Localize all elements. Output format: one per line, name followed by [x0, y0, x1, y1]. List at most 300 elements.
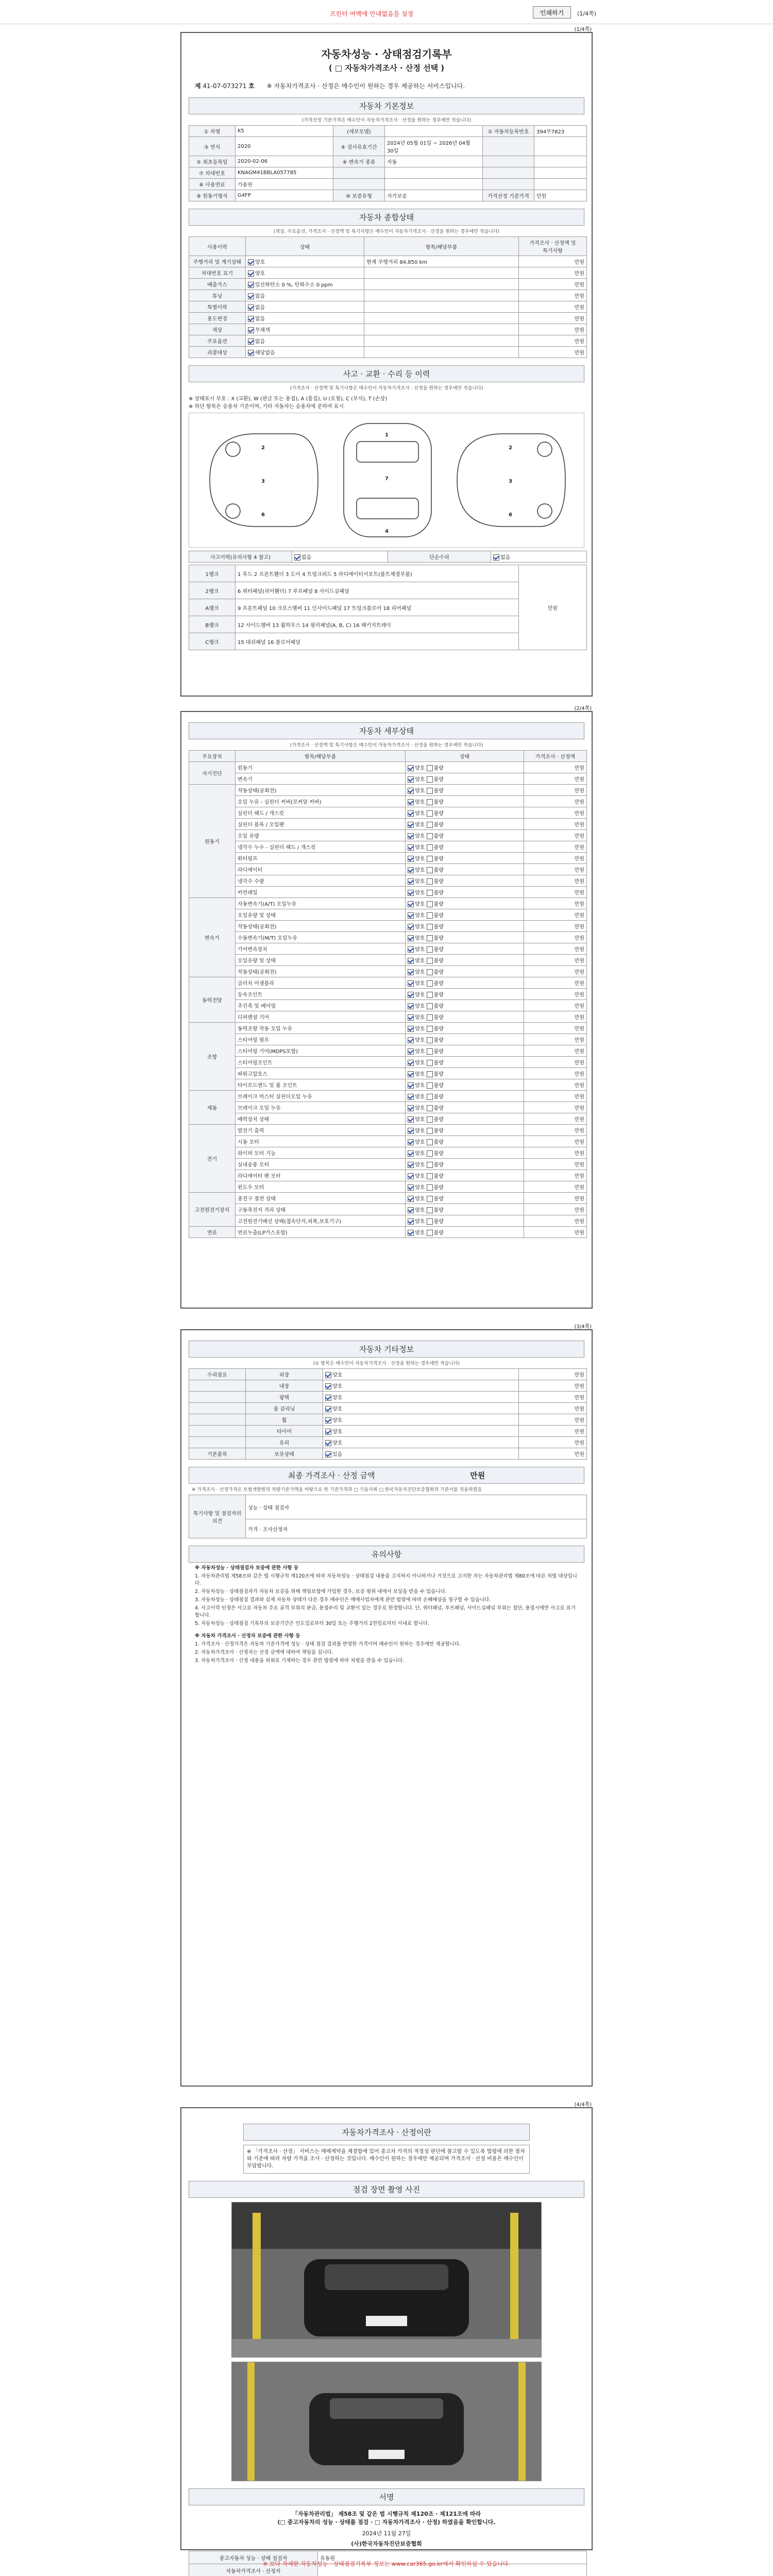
detail-row	[189, 943, 587, 955]
detail-item: 충전구 절연 상태	[236, 1193, 406, 1204]
checkbox	[427, 1196, 433, 1202]
summary-price: 만원	[519, 290, 587, 301]
checkbox	[408, 810, 414, 817]
detail-item: 추진축 및 베어링	[236, 1000, 406, 1011]
detail-row	[189, 1068, 587, 1079]
checkbox	[248, 270, 254, 277]
etc-group	[189, 1403, 246, 1414]
checkbox	[427, 788, 433, 794]
basic-cell: ⑥ 변속기 종류	[333, 156, 385, 167]
detail-item: 작동상태(공회전)	[236, 921, 406, 932]
detail-price: 만원	[524, 1079, 587, 1091]
detail-item: 기어변속장치	[236, 943, 406, 955]
summary-state: 없음	[246, 335, 364, 347]
etc-item: 외장	[246, 1369, 323, 1380]
detail-state: 양호 불량	[406, 1227, 524, 1238]
basic-cell: G4FP	[236, 190, 333, 201]
detail-group: 연료	[189, 1227, 236, 1238]
detail-item: 구동축전지 격리 상태	[236, 1204, 406, 1215]
etc-price: 만원	[519, 1426, 587, 1437]
detail-price: 만원	[524, 955, 587, 966]
detail-item: 스티어링조인트	[236, 1057, 406, 1068]
detail-price: 만원	[524, 943, 587, 955]
detail-state: 양호 불량	[406, 1113, 524, 1125]
summary-price: 만원	[519, 313, 587, 324]
car-photo-icon	[232, 2202, 541, 2357]
page-number: (4/4쪽)	[574, 2102, 592, 2108]
top-toolbar	[0, 0, 773, 24]
detail-state: 양호 불량	[406, 1102, 524, 1113]
checkbox	[427, 946, 433, 953]
checkbox	[427, 924, 433, 930]
detail-item: 스티어링 기어(MDPS포함)	[236, 1045, 406, 1057]
svg-text:4: 4	[385, 529, 389, 534]
basic-cell	[483, 167, 534, 179]
summary-price: 만원	[519, 324, 587, 335]
detail-row	[189, 1215, 587, 1227]
checkbox	[408, 924, 414, 930]
simple-repair-label: 단순수리	[388, 551, 491, 563]
detail-row	[189, 819, 587, 830]
detail-state: 양호 불량	[406, 875, 524, 887]
summary-state: 양호	[246, 267, 364, 279]
detail-item: 오일 누유 - 실린더 커버(로커암 커버)	[236, 796, 406, 807]
checkbox	[408, 992, 414, 998]
final-price-title: 최종 가격조사 · 산정 금액 만원	[189, 1467, 584, 1484]
detail-price: 만원	[524, 977, 587, 989]
car-diagram	[189, 413, 584, 548]
summary-item: 특별이력	[189, 301, 246, 313]
accident-history-value: 없음	[292, 551, 388, 563]
checkbox	[408, 1014, 414, 1021]
svg-text:1: 1	[385, 432, 389, 438]
basic-row	[189, 137, 587, 156]
checkbox	[248, 259, 254, 265]
detail-row	[189, 1136, 587, 1147]
summary-title: 자동차 종합상태	[189, 209, 584, 226]
detail-group: 전기	[189, 1125, 236, 1193]
detail-item: 와이퍼 모터 기능	[236, 1147, 406, 1159]
car-outline-icon	[189, 413, 586, 546]
detail-row	[189, 785, 587, 796]
basic-cell: 2020	[236, 137, 333, 156]
signer-role: 자동차가격조사 · 산정자	[189, 2564, 318, 2576]
checkbox	[427, 867, 433, 873]
etc-group	[189, 1437, 246, 1448]
detail-item: 작동상태(공회전)	[236, 785, 406, 796]
basic-cell	[534, 167, 587, 179]
checkbox	[427, 1037, 433, 1043]
checkbox	[427, 1048, 433, 1055]
detail-row	[189, 1227, 587, 1238]
etc-price: 만원	[519, 1414, 587, 1426]
detail-price: 만원	[524, 1068, 587, 1079]
checkbox	[408, 912, 414, 919]
checkbox	[325, 1383, 331, 1389]
checkbox	[427, 822, 433, 828]
sign-date: 2024년 11월 27일	[362, 2530, 411, 2537]
detail-row	[189, 977, 587, 989]
detail-price: 만원	[524, 898, 587, 909]
detail-item: 커먼레일	[236, 887, 406, 898]
basic-row	[189, 156, 587, 167]
checkbox	[408, 1139, 414, 1145]
detail-state: 양호 불량	[406, 1057, 524, 1068]
notice-body	[195, 1565, 578, 1665]
svg-text:2: 2	[261, 445, 265, 451]
summary-state: 양호	[246, 256, 364, 267]
basic-cell: 만원	[534, 190, 587, 201]
summary-row	[189, 279, 587, 290]
etc-state: 양호	[323, 1380, 519, 1392]
document-title: 자동차성능 · 상태점검기록부	[321, 48, 452, 60]
etc-item: 룸 클리닝	[246, 1403, 323, 1414]
detail-state: 양호 불량	[406, 966, 524, 977]
rank-price: 만원	[519, 565, 587, 650]
detail-item: 오일 유량	[236, 830, 406, 841]
checkbox	[427, 856, 433, 862]
detail-group: 조향	[189, 1023, 236, 1091]
detail-row	[189, 989, 587, 1000]
checkbox	[408, 776, 414, 783]
checkbox	[408, 1184, 414, 1191]
checkbox	[427, 1162, 433, 1168]
detail-price: 만원	[524, 989, 587, 1000]
etc-group	[189, 1414, 246, 1426]
checkbox	[325, 1372, 331, 1378]
detail-row	[189, 853, 587, 864]
etc-state: 양호	[323, 1437, 519, 1448]
notice-head-2: ※ 자동차 가격조사 · 산정자 보증에 관한 사항 등	[195, 1633, 300, 1639]
checkbox	[248, 304, 254, 311]
basic-cell	[534, 137, 587, 156]
detail-row	[189, 1181, 587, 1193]
detail-note: (가격조사 · 산정액 및 특기사항은 매수인이 자동차가격조사 · 산정을 원하는 경우에만 적습니다)	[290, 743, 483, 748]
etc-price: 만원	[519, 1437, 587, 1448]
summary-state: 없음	[246, 313, 364, 324]
svg-text:7: 7	[385, 476, 389, 482]
basic-cell	[333, 179, 385, 190]
detail-item: 등속조인트	[236, 989, 406, 1000]
summary-item: 주행거리 및 계기상태	[189, 256, 246, 267]
basic-cell	[333, 167, 385, 179]
detail-state: 양호 불량	[406, 1181, 524, 1193]
basic-cell: ⑧ 사용연료	[189, 179, 236, 190]
detail-state: 양호 불량	[406, 1000, 524, 1011]
checkbox	[248, 293, 254, 299]
detail-item: 발전기 출력	[236, 1125, 406, 1136]
detail-price: 만원	[524, 1045, 587, 1057]
checkbox	[427, 844, 433, 851]
svg-text:3: 3	[509, 479, 512, 484]
basic-cell	[483, 179, 534, 190]
detail-state: 양호 불량	[406, 1136, 524, 1147]
page-number: (3/4쪽)	[574, 1324, 592, 1330]
detail-item: 오일유량 및 상태	[236, 955, 406, 966]
svg-text:2: 2	[509, 445, 512, 451]
etc-state: 양호	[323, 1403, 519, 1414]
summary-state: 무채색	[246, 324, 364, 335]
summary-row	[189, 267, 587, 279]
checkbox	[427, 890, 433, 896]
etc-table	[189, 1368, 587, 1460]
sheet-2	[180, 706, 593, 1309]
summary-detail	[364, 335, 519, 347]
opinion-label: 특기사항 및 점검자의 의견	[189, 1495, 246, 1538]
summary-row	[189, 335, 587, 347]
summary-item: 배출가스	[189, 279, 246, 290]
etc-state: 있음	[323, 1448, 519, 1460]
accident-status-table	[189, 551, 587, 563]
rank-items: 15 대쉬패널 16 플로어패널	[236, 633, 519, 650]
checkbox	[408, 1082, 414, 1089]
detail-header-state: 상태	[406, 751, 524, 762]
summary-row	[189, 347, 587, 358]
summary-state: 없음	[246, 301, 364, 313]
checkbox	[248, 350, 254, 356]
detail-row	[189, 1159, 587, 1170]
detail-item: 실린더 헤드 / 개스킷	[236, 807, 406, 819]
checkbox	[408, 765, 414, 771]
accident-legend: ※ 상태표시 부호 : X (교환), W (판금 또는 용접), A (흠집), U (요철), C (부식), T (손상) ※ 하단 항목은 승용차 기준이며, 기타 자동차는 승용차에 준하여 표시	[189, 396, 388, 410]
etc-item: 보유상태	[246, 1448, 323, 1460]
checkbox	[427, 1230, 433, 1236]
summary-row	[189, 290, 587, 301]
checkbox	[408, 946, 414, 953]
summary-detail	[364, 301, 519, 313]
summary-price: 만원	[519, 279, 587, 290]
checkbox	[427, 935, 433, 941]
detail-row	[189, 1204, 587, 1215]
detail-price: 만원	[524, 1034, 587, 1045]
detail-price: 만원	[524, 773, 587, 785]
rank-items: 6 쿼터패널(리어휀더) 7 루프패널 8 사이드실패널	[236, 582, 519, 599]
checkbox	[248, 338, 254, 345]
sign-law: 「자동차관리법」 제58조 및 같은 법 시행규칙 제120조 · 제121조에 따라 (□ 중고자동차의 성능 · 상태를 점검 · □ 자동차가격조사 · 산정) 하였음을 확인합니다. 2024년 11월 27일 (사)한국자동차진단보증협회	[181, 2510, 592, 2548]
checkbox	[408, 822, 414, 828]
basic-cell	[385, 167, 483, 179]
basic-cell: 자가보증	[385, 190, 483, 201]
svg-text:6: 6	[261, 512, 265, 518]
sheet-1	[180, 27, 593, 697]
checkbox	[408, 1094, 414, 1100]
detail-group: 원동기	[189, 785, 236, 898]
notice-item: 5. 자동차성능 · 상태점검 기록부의 보증기간은 인도일로부터 30일 또는 주행거리 2천킬로미터 이내로 합니다.	[195, 1621, 429, 1626]
detail-state: 양호 불량	[406, 921, 524, 932]
rank-items: 12 사이드멤버 13 휠하우스 14 필러패널(A, B, C) 16 패키지트레이	[236, 616, 519, 633]
etc-item: 휠	[246, 1414, 323, 1426]
checkbox	[408, 878, 414, 885]
checkbox	[427, 958, 433, 964]
summary-item: 리콜대상	[189, 347, 246, 358]
checkbox	[427, 969, 433, 975]
rank-label: C랭크	[189, 633, 236, 650]
detail-row	[189, 898, 587, 909]
detail-state: 양호 불량	[406, 841, 524, 853]
basic-cell: 394무7823	[534, 126, 587, 137]
detail-price: 만원	[524, 1102, 587, 1113]
notice-head-1: ※ 자동차성능 · 상태점검자 보증에 관한 사항 등	[195, 1565, 299, 1571]
detail-row	[189, 909, 587, 921]
checkbox	[408, 1218, 414, 1225]
opinion-table	[189, 1495, 587, 1538]
detail-row	[189, 1102, 587, 1113]
summary-row	[189, 256, 587, 267]
checkbox	[408, 856, 414, 862]
checkbox	[427, 980, 433, 987]
detail-row	[189, 796, 587, 807]
accident-history-label: 사고이력(유의사항 4 참고)	[189, 551, 292, 563]
rank-items: 9 프론트패널 10 크로스멤버 11 인사이드패널 17 트렁크플로어 18 리어패널	[236, 599, 519, 616]
notice-item: 1. 자동차관리법 제58조와 같은 법 시행규칙 제120조에 따라 자동차성능 · 상태점검 내용을 고지하지 아니하거나 거짓으로 고지한 자는 자동차관리법 제80조에 따른 처벌 대상입니다.	[195, 1573, 577, 1586]
svg-text:6: 6	[509, 512, 512, 518]
checkbox	[408, 799, 414, 805]
detail-state: 양호 불량	[406, 1091, 524, 1102]
detail-row	[189, 966, 587, 977]
etc-price: 만원	[519, 1448, 587, 1460]
detail-item: 라디에이터	[236, 864, 406, 875]
basic-cell	[483, 156, 534, 167]
detail-row	[189, 762, 587, 773]
summary-item: 색상	[189, 324, 246, 335]
detail-row	[189, 1147, 587, 1159]
checkbox	[408, 969, 414, 975]
checkbox	[427, 799, 433, 805]
detail-price: 만원	[524, 853, 587, 864]
summary-item: 차대번호 표기	[189, 267, 246, 279]
detail-state: 양호 불량	[406, 1215, 524, 1227]
basic-row	[189, 126, 587, 137]
checkbox	[427, 1094, 433, 1100]
etc-item: 타이어	[246, 1426, 323, 1437]
detail-state: 양호 불량	[406, 932, 524, 943]
detail-row	[189, 1057, 587, 1068]
accident-note: (가격조사 · 산정액 및 특기사항은 매수인이 자동차가격조사 · 산정을 원하는 경우에만 적습니다)	[290, 386, 483, 391]
notice-item: 3. 자동차가격조사 · 산정 내용을 허위로 기재하는 경우 관련 법령에 따라 처벌을 받을 수 있습니다.	[195, 1658, 405, 1664]
detail-state: 양호 불량	[406, 1045, 524, 1057]
checkbox	[408, 788, 414, 794]
checkbox	[325, 1395, 331, 1401]
detail-row	[189, 830, 587, 841]
summary-row	[189, 324, 587, 335]
detail-price: 만원	[524, 1136, 587, 1147]
detail-price: 만원	[524, 1204, 587, 1215]
etc-group: 기본품목	[189, 1448, 246, 1460]
document-number: 제 41-07-073271 호 ※ 자동차가격조사 · 산정은 매수인이 원하는 경우 제공하는 서비스입니다.	[195, 82, 465, 90]
summary-detail	[364, 313, 519, 324]
detail-state: 양호 불량	[406, 864, 524, 875]
summary-header-state: 상태	[246, 237, 364, 256]
detail-price: 만원	[524, 1159, 587, 1170]
detail-price: 만원	[524, 1193, 587, 1204]
etc-price: 만원	[519, 1392, 587, 1403]
checkbox	[325, 1417, 331, 1423]
basic-cell: ③ 연식	[189, 137, 236, 156]
svg-text:3: 3	[261, 479, 265, 484]
checkbox	[427, 1184, 433, 1191]
detail-price: 만원	[524, 796, 587, 807]
detail-group: 자기진단	[189, 762, 236, 785]
print-button[interactable]: 인쇄하기	[533, 6, 571, 19]
accident-title: 사고 · 교환 · 수리 등 이력	[189, 365, 584, 382]
checkbox	[427, 912, 433, 919]
detail-state: 양호 불량	[406, 1023, 524, 1034]
detail-group: 제동	[189, 1091, 236, 1125]
etc-state: 양호	[323, 1426, 519, 1437]
rank-label: A랭크	[189, 599, 236, 616]
checkbox	[408, 958, 414, 964]
basic-cell: 가격산정 기준가격	[483, 190, 534, 201]
detail-price: 만원	[524, 932, 587, 943]
basic-cell: 자동	[385, 156, 483, 167]
detail-state: 양호 불량	[406, 1011, 524, 1023]
basic-cell: ⑨ 원동기형식	[189, 190, 236, 201]
checkbox	[408, 1071, 414, 1077]
service-warning: ※ 자동차가격조사 · 산정은 매수인이 원하는 경우 제공하는 서비스입니다.	[266, 82, 465, 90]
detail-item: 연료누출(LP가스포함)	[236, 1227, 406, 1238]
detail-item: 수동변속기(M/T) 오일누유	[236, 932, 406, 943]
summary-item: 용도변경	[189, 313, 246, 324]
summary-price: 만원	[519, 256, 587, 267]
etc-row	[189, 1380, 587, 1392]
checkbox	[325, 1451, 331, 1458]
detail-header-price: 가격조사 · 산정액	[524, 751, 587, 762]
summary-detail	[364, 324, 519, 335]
detail-row	[189, 1079, 587, 1091]
summary-header-price: 가격조사 · 산정액 및 특기사항	[519, 237, 587, 256]
checkbox	[408, 1105, 414, 1111]
checkbox	[408, 1230, 414, 1236]
detail-item: 브레이크 오일 누유	[236, 1102, 406, 1113]
etc-state: 양호	[323, 1392, 519, 1403]
etc-row	[189, 1414, 587, 1426]
detail-price: 만원	[524, 830, 587, 841]
notice-item: 2. 자동차가격조사 · 산정자는 산정 금액에 대하여 책임을 집니다.	[195, 1650, 333, 1655]
detail-state: 양호 불량	[406, 853, 524, 864]
detail-item: 오일유량 및 상태	[236, 909, 406, 921]
checkbox	[427, 810, 433, 817]
detail-item: 타이로드엔드 및 볼 조인트	[236, 1079, 406, 1091]
basic-row	[189, 179, 587, 190]
checkbox	[427, 776, 433, 783]
sign-organization: (사)한국자동차진단보증협회	[351, 2540, 422, 2547]
detail-state: 양호 불량	[406, 955, 524, 966]
notice-title: 유의사항	[189, 1546, 584, 1563]
inspector-opinion: 성능 · 상태 점검자	[246, 1495, 587, 1519]
detail-row	[189, 1091, 587, 1102]
checkbox	[427, 1060, 433, 1066]
final-price-note: ※ 가격조사 · 산정가격은 보험개발원의 차량기준가액을 바탕으로 한 기준가격과 □ 기술사회 □ 한국자동차진단보증협회의 기준서를 적용하였음	[192, 1487, 482, 1493]
etc-price: 만원	[519, 1380, 587, 1392]
checkbox	[427, 992, 433, 998]
detail-group: 고전원전기장치	[189, 1193, 236, 1227]
detail-item: 라디에이터 팬 모터	[236, 1170, 406, 1181]
detail-row	[189, 921, 587, 932]
basic-row	[189, 167, 587, 179]
basic-cell	[385, 179, 483, 190]
detail-state: 양호 불량	[406, 785, 524, 796]
detail-state: 양호 불량	[406, 909, 524, 921]
summary-detail	[364, 347, 519, 358]
detail-price: 만원	[524, 1227, 587, 1238]
final-price-value: 만원	[470, 1471, 485, 1480]
etc-price: 만원	[519, 1369, 587, 1380]
summary-price: 만원	[519, 301, 587, 313]
detail-row	[189, 1113, 587, 1125]
checkbox	[248, 316, 254, 322]
etc-item: 내장	[246, 1380, 323, 1392]
detail-row	[189, 807, 587, 819]
